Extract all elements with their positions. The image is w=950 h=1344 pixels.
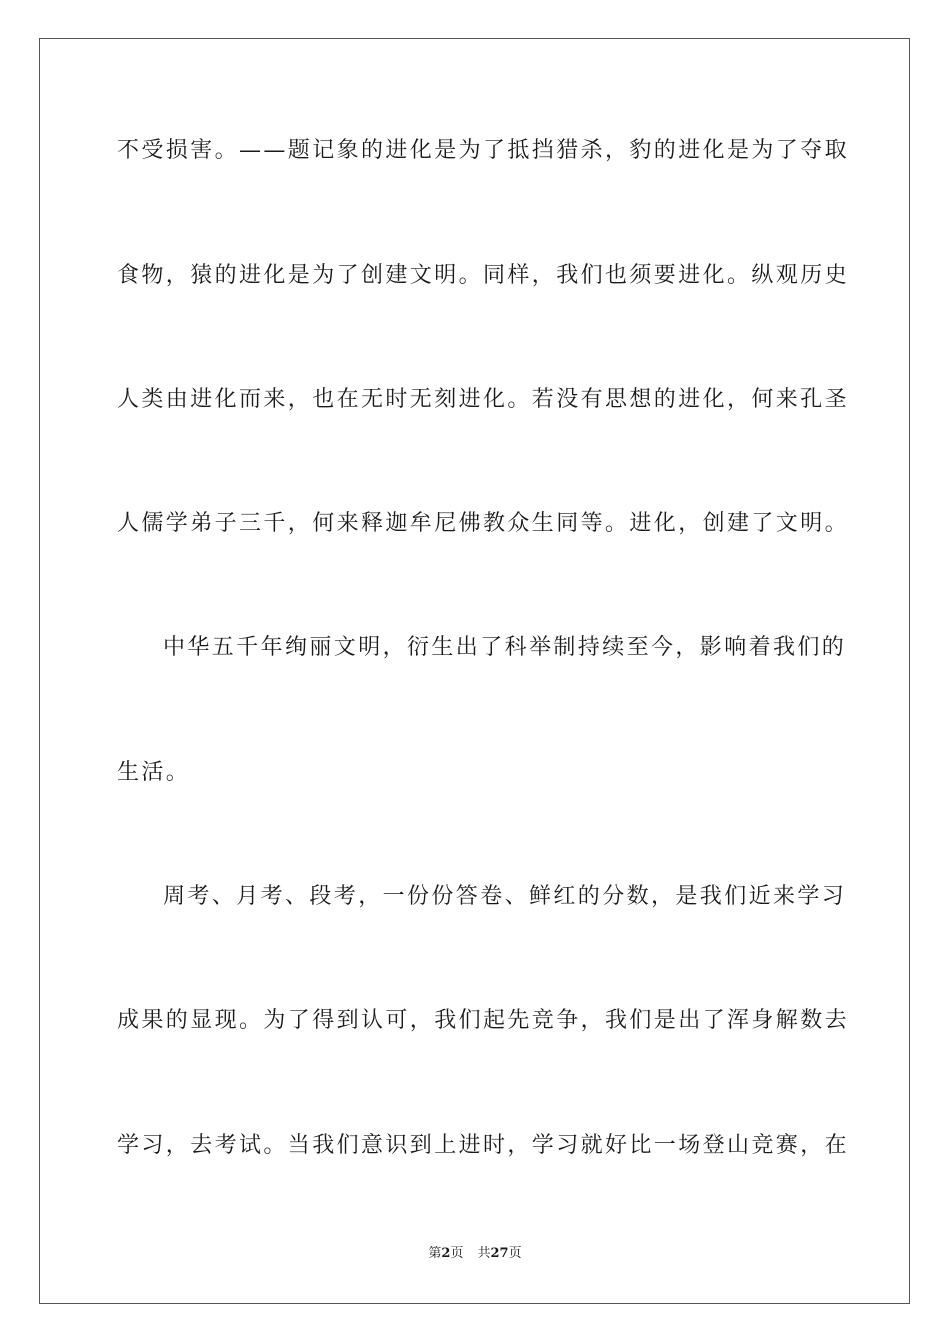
text-line-4: 人儒学弟子三千，何来释迦牟尼佛教众生同等。进化，创建了文明。	[117, 511, 850, 536]
text-line-3: 人类由进化而来，也在无时无刻进化。若没有思想的进化，何来孔圣	[117, 387, 850, 412]
text-line-6: 生活。	[117, 760, 191, 785]
page-suffix: 页	[450, 1246, 464, 1261]
text-line-5: 中华五千年绚丽文明，衍生出了科举制持续至今，影响着我们的	[163, 635, 847, 660]
page-footer	[0, 1245, 950, 1263]
page-prefix: 第	[428, 1246, 442, 1261]
total-suffix: 页	[508, 1246, 522, 1261]
text-line-7: 周考、月考、段考，一份份答卷、鲜红的分数，是我们近来学习	[163, 884, 847, 909]
text-line-1: 不受损害。——题记象的进化是为了抵挡猎杀，豹的进化是为了夺取	[117, 138, 850, 163]
page-border	[39, 38, 910, 1304]
text-line-8: 成果的显现。为了得到认可，我们起先竞争，我们是出了浑身解数去	[117, 1008, 850, 1033]
page-number: 2	[441, 1246, 451, 1261]
total-pages: 27	[490, 1246, 509, 1261]
text-line-2: 食物，猿的进化是为了创建文明。同样，我们也须要进化。纵观历史	[117, 263, 850, 288]
text-line-9: 学习，去考试。当我们意识到上进时，学习就好比一场登山竞赛，在	[117, 1133, 850, 1158]
total-prefix: 共	[477, 1246, 491, 1261]
